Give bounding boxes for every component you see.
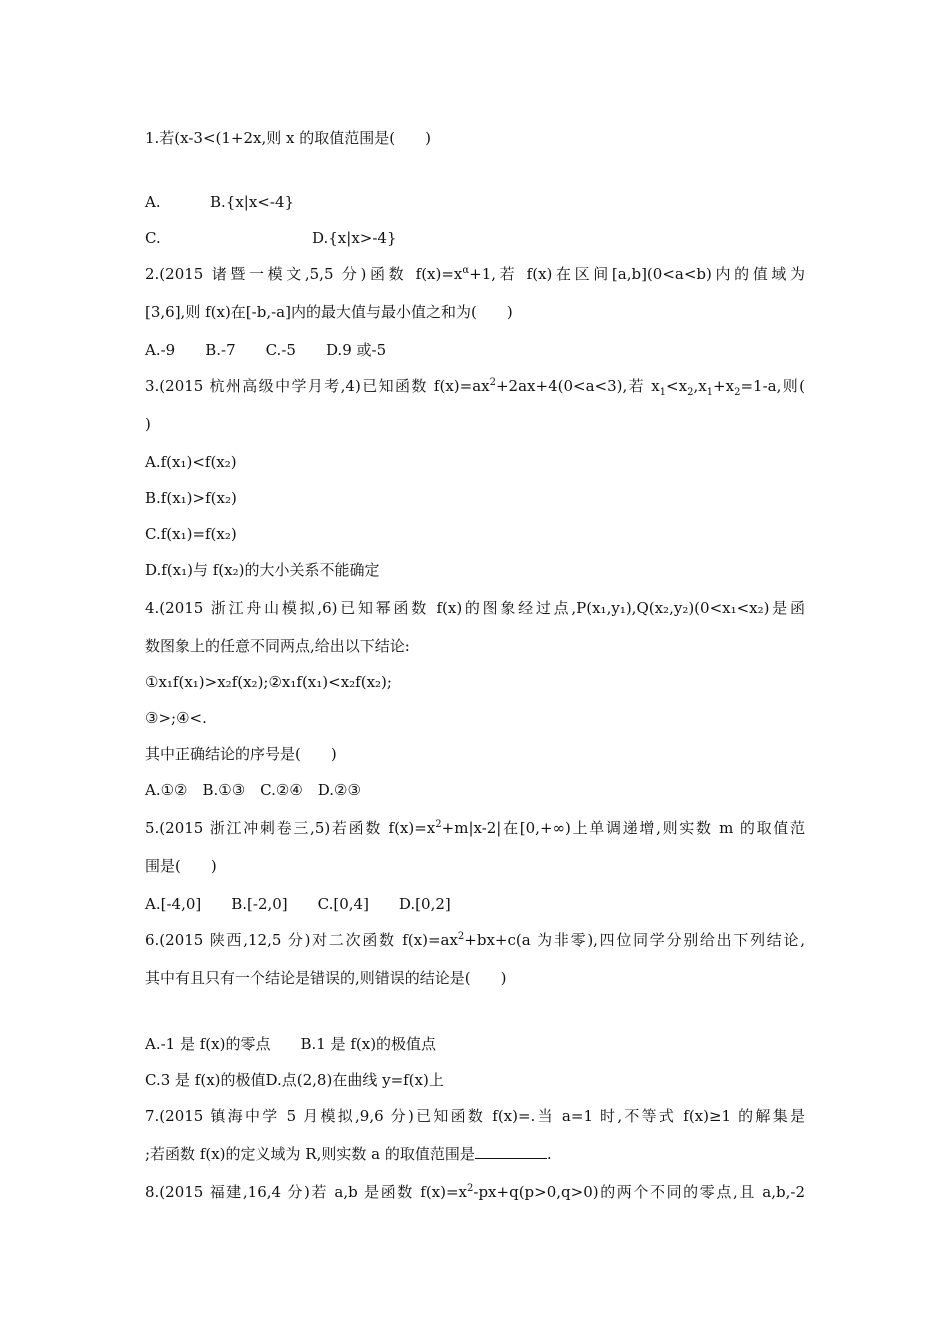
q7-line-2: ;若函数 f(x)的定义域为 R,则实数 a 的取值范围是 . [145,1145,552,1163]
q6-options-1: A.-1 是 f(x)的零点 B.1 是 f(x)的极值点 [145,1035,437,1053]
q8-line-1: 8.(2015 福建,16,4 分)若 a,b 是函数 $f(x)=x^2-px+q(p>0,q>0)$的两个不同的零点,且 a,b,-2 [145,1183,805,1201]
q6-line-1: 6.(2015 陕西,12,5 分)对二次函数 $f(x)=ax^2+bx+c(a$ 为非零),四位同学分别给出下列结论, [145,931,805,949]
q3-line-1: 3.(2015 杭州高级中学月考,4)已知函数 $f(x)=ax^2+2ax+4(0<a<3)$,若 $x_1<x_2,x_1+x_2=1-a$,则( [145,377,805,398]
q1-option-c: C. [145,229,161,247]
q4-line-4: ③>;④<. [145,709,207,727]
q7-line-1: 7.(2015 镇海中学 5 月模拟,9,6 分)已知函数 f(x)=.当 a=1 时,不等式 f(x)≥1 的解集是 [145,1107,805,1125]
q1-stem: 1.若(x-3<(1+2x,则 x 的取值范围是( ) [145,129,431,147]
q1-option-a: A. [145,193,161,211]
q4-line-5: 其中正确结论的序号是( ) [145,745,337,763]
q3-option-c: C.f(x₁)=f(x₂) [145,525,237,543]
q7-answer-blank [475,1144,547,1159]
q3-option-a: A.f(x₁)<f(x₂) [145,453,237,471]
q4-line-1: 4.(2015 浙江舟山模拟,6)已知幂函数 f(x)的图象经过点,P(x₁,y₁),Q(x₂,y₂)(0<x₁<x₂)是函 [145,599,805,617]
q6-line-2: 其中有且只有一个结论是错误的,则错误的结论是( ) [145,969,507,987]
q1-option-d: D.{x|x>-4} [312,229,397,247]
q2-options: A.-9 B.-7 C.-5 D.9 或-5 [145,341,387,359]
q3-option-d: D.f(x₁)与 f(x₂)的大小关系不能确定 [145,561,380,579]
q5-line-2: 围是( ) [145,857,217,875]
q4-options: A.①② B.①③ C.②④ D.②③ [145,781,361,799]
q1-option-b: B.{x|x<-4} [210,193,295,211]
q5-options: A.[-4,0] B.[-2,0] C.[0,4] D.[0,2] [145,895,451,913]
q2-line-2: [3,6],则 f(x)在[-b,-a]内的最大值与最小值之和为( ) [145,303,513,321]
q5-line-1: 5.(2015 浙江冲刺卷三,5)若函数 $f(x)=x^2+m|x-2|$在[0,+∞)上单调递增,则实数 m 的取值范 [145,819,805,837]
q2-line-1: 2.(2015 诸暨一模文,5,5 分)函数 $f(x)=x^\alpha+1$,若 f(x)在区间[a,b](0<a<b)内的值域为 [145,265,805,283]
q4-line-3: ①x₁f(x₁)>x₂f(x₂);②x₁f(x₁)<x₂f(x₂); [145,673,392,691]
q4-line-2: 数图象上的任意不同两点,给出以下结论: [145,637,410,655]
q6-options-2: C.3 是 f(x)的极值D.点(2,8)在曲线 y=f(x)上 [145,1071,444,1089]
q3-line-2: ) [145,415,151,433]
q3-option-b: B.f(x₁)>f(x₂) [145,489,237,507]
